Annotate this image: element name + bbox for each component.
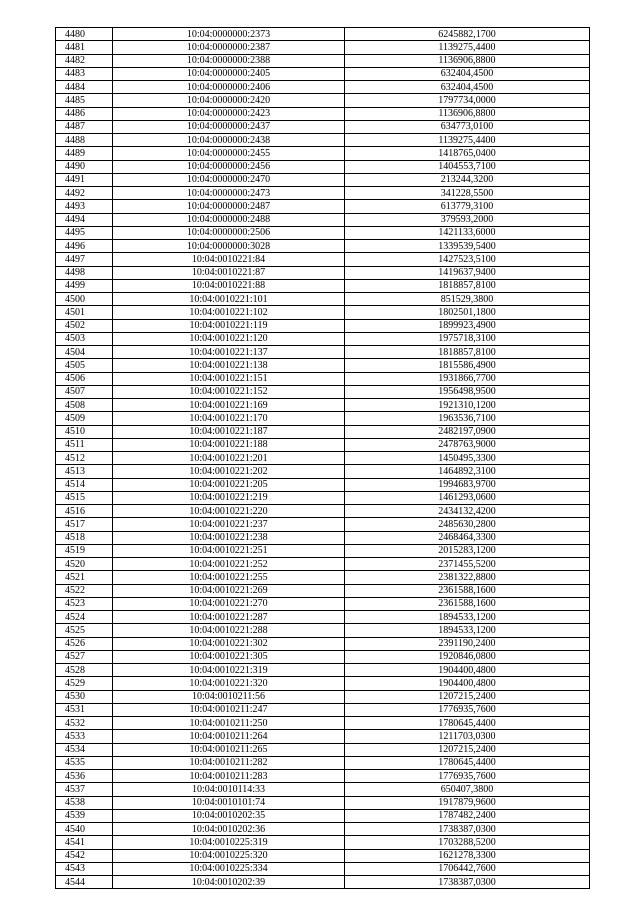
table-row [56,240,590,253]
table-row [56,67,590,80]
table-row [56,703,590,716]
value-cell: 2434132,4200 [345,505,590,518]
value-cell: 1738387,0300 [345,876,590,889]
table-row [56,478,590,491]
table-row [56,650,590,663]
value-cell: 1917879,9600 [345,796,590,809]
cadastral-number-cell: 10:04:0010114:33 [113,783,345,796]
row-number-cell: 4490 [56,160,113,173]
row-number-cell: 4518 [56,531,113,544]
row-number-cell: 4537 [56,783,113,796]
value-cell: 1894533,1200 [345,624,590,637]
table-row [56,452,590,465]
value-cell: 1904400,4800 [345,664,590,677]
cadastral-number-cell: 10:04:0000000:2437 [113,120,345,133]
cadastral-number-cell: 10:04:0010221:302 [113,637,345,650]
table-row [56,531,590,544]
cadastral-number-cell: 10:04:0000000:2373 [113,28,345,41]
row-number-cell: 4491 [56,173,113,186]
value-cell: 1419637,9400 [345,266,590,279]
row-number-cell: 4526 [56,637,113,650]
table-row [56,465,590,478]
cadastral-number-cell: 10:04:0010221:319 [113,664,345,677]
cadastral-number-cell: 10:04:0000000:2488 [113,213,345,226]
cadastral-number-cell: 10:04:0000000:2405 [113,67,345,80]
row-number-cell: 4496 [56,240,113,253]
table-row [56,611,590,624]
cadastral-number-cell: 10:04:0000000:2423 [113,107,345,120]
value-cell: 1920846,0800 [345,650,590,663]
row-number-cell: 4500 [56,293,113,306]
table-row [56,173,590,186]
cadastral-number-cell: 10:04:0010221:238 [113,531,345,544]
cadastral-number-cell: 10:04:0010101:74 [113,796,345,809]
value-cell: 2361588,1600 [345,597,590,610]
cadastral-number-cell: 10:04:0010221:305 [113,650,345,663]
row-number-cell: 4539 [56,809,113,822]
cadastral-number-cell: 10:04:0010221:120 [113,332,345,345]
cadastral-number-cell: 10:04:0010221:102 [113,306,345,319]
value-cell: 1975718,3100 [345,332,590,345]
row-number-cell: 4501 [56,306,113,319]
value-cell: 634773,0100 [345,120,590,133]
table-row [56,81,590,94]
row-number-cell: 4524 [56,611,113,624]
table-row [56,624,590,637]
table-row [56,730,590,743]
table-row [56,120,590,133]
cadastral-number-cell: 10:04:0010221:138 [113,359,345,372]
cadastral-number-cell: 10:04:0010221:219 [113,491,345,504]
row-number-cell: 4480 [56,28,113,41]
value-cell: 632404,4500 [345,67,590,80]
table-row [56,518,590,531]
cadastral-number-cell: 10:04:0010221:202 [113,465,345,478]
value-cell: 613779,3100 [345,200,590,213]
row-number-cell: 4532 [56,717,113,730]
row-number-cell: 4493 [56,200,113,213]
cadastral-number-cell: 10:04:0010221:170 [113,412,345,425]
table-row [56,438,590,451]
table-row [56,505,590,518]
row-number-cell: 4486 [56,107,113,120]
value-cell: 1139275,4400 [345,134,590,147]
value-cell: 2391190,2400 [345,637,590,650]
value-cell: 1797734,0000 [345,94,590,107]
cadastral-number-cell: 10:04:0010221:87 [113,266,345,279]
row-number-cell: 4504 [56,346,113,359]
cadastral-number-cell: 10:04:0010221:270 [113,597,345,610]
row-number-cell: 4516 [56,505,113,518]
row-number-cell: 4512 [56,452,113,465]
row-number-cell: 4513 [56,465,113,478]
cadastral-number-cell: 10:04:0010221:320 [113,677,345,690]
value-cell: 6245882,1700 [345,28,590,41]
value-cell: 341228,5500 [345,187,590,200]
row-number-cell: 4519 [56,544,113,557]
table-row [56,717,590,730]
cadastral-number-cell: 10:04:0010221:237 [113,518,345,531]
table-row [56,54,590,67]
table-row [56,359,590,372]
value-cell: 1921310,1200 [345,399,590,412]
table-row [56,836,590,849]
row-number-cell: 4514 [56,478,113,491]
row-number-cell: 4492 [56,187,113,200]
cadastral-number-cell: 10:04:0010211:56 [113,690,345,703]
table-row [56,783,590,796]
value-cell: 1139275,4400 [345,41,590,54]
value-cell: 1776935,7600 [345,703,590,716]
cadastral-number-cell: 10:04:0010211:250 [113,717,345,730]
value-cell: 1780645,4400 [345,717,590,730]
row-number-cell: 4543 [56,862,113,875]
row-number-cell: 4495 [56,226,113,239]
row-number-cell: 4544 [56,876,113,889]
value-cell: 1207215,2400 [345,743,590,756]
table-row [56,306,590,319]
row-number-cell: 4503 [56,332,113,345]
cadastral-number-cell: 10:04:0010202:35 [113,809,345,822]
row-number-cell: 4484 [56,81,113,94]
value-cell: 1421133,6000 [345,226,590,239]
table-row [56,809,590,822]
row-number-cell: 4517 [56,518,113,531]
cadastral-number-cell: 10:04:0000000:2487 [113,200,345,213]
row-number-cell: 4481 [56,41,113,54]
value-cell: 2482197,0900 [345,425,590,438]
value-cell: 1450495,3300 [345,452,590,465]
value-cell: 1339539,5400 [345,240,590,253]
table-row [56,597,590,610]
row-number-cell: 4515 [56,491,113,504]
value-cell: 213244,3200 [345,173,590,186]
cadastral-number-cell: 10:04:0010221:287 [113,611,345,624]
row-number-cell: 4489 [56,147,113,160]
value-cell: 2381322,8800 [345,571,590,584]
table-row [56,412,590,425]
table-row [56,544,590,557]
value-cell: 1207215,2400 [345,690,590,703]
table-row [56,319,590,332]
cadastral-number-cell: 10:04:0000000:2420 [113,94,345,107]
value-cell: 1899923,4900 [345,319,590,332]
row-number-cell: 4531 [56,703,113,716]
table-row [56,796,590,809]
value-cell: 1780645,4400 [345,756,590,769]
row-number-cell: 4529 [56,677,113,690]
cadastral-number-cell: 10:04:0010221:188 [113,438,345,451]
row-number-cell: 4505 [56,359,113,372]
table-row [56,213,590,226]
cadastral-number-cell: 10:04:0010221:201 [113,452,345,465]
value-cell: 1464892,3100 [345,465,590,478]
value-cell: 2468464,3300 [345,531,590,544]
cadastral-number-cell: 10:04:0010221:288 [113,624,345,637]
cadastral-number-cell: 10:04:0000000:2506 [113,226,345,239]
value-cell: 1621278,3300 [345,849,590,862]
value-cell: 1418765,0400 [345,147,590,160]
cadastral-number-cell: 10:04:0010221:220 [113,505,345,518]
cadastral-number-cell: 10:04:0010225:320 [113,849,345,862]
cadastral-number-cell: 10:04:0010221:101 [113,293,345,306]
value-cell: 1706442,7600 [345,862,590,875]
value-cell: 1963536,7100 [345,412,590,425]
row-number-cell: 4536 [56,770,113,783]
value-cell: 1461293,0600 [345,491,590,504]
cadastral-number-cell: 10:04:0010221:252 [113,558,345,571]
table-row [56,41,590,54]
table-row [56,849,590,862]
table-row [56,134,590,147]
table-row [56,160,590,173]
cadastral-number-cell: 10:04:0010221:169 [113,399,345,412]
cadastral-number-cell: 10:04:0010202:39 [113,876,345,889]
table-row [56,558,590,571]
row-number-cell: 4521 [56,571,113,584]
cadastral-number-cell: 10:04:0010221:255 [113,571,345,584]
cadastral-number-cell: 10:04:0010221:137 [113,346,345,359]
cadastral-number-cell: 10:04:0010221:151 [113,372,345,385]
table-row [56,664,590,677]
table-row [56,571,590,584]
cadastral-number-cell: 10:04:0000000:2473 [113,187,345,200]
table-row [56,346,590,359]
row-number-cell: 4527 [56,650,113,663]
value-cell: 1894533,1200 [345,611,590,624]
cadastral-number-cell: 10:04:0010225:334 [113,862,345,875]
table-row [56,28,590,41]
table-row [56,147,590,160]
cadastral-number-cell: 10:04:0010225:319 [113,836,345,849]
table-row [56,637,590,650]
table-row [56,756,590,769]
cadastral-number-cell: 10:04:0010211:264 [113,730,345,743]
table-row [56,107,590,120]
table-row [56,293,590,306]
cadastral-number-cell: 10:04:0000000:2470 [113,173,345,186]
cadastral-number-cell: 10:04:0000000:3028 [113,240,345,253]
cadastral-number-cell: 10:04:0000000:2387 [113,41,345,54]
table-row [56,743,590,756]
value-cell: 1815586,4900 [345,359,590,372]
row-number-cell: 4506 [56,372,113,385]
cadastral-number-cell: 10:04:0010221:187 [113,425,345,438]
row-number-cell: 4528 [56,664,113,677]
cadastral-number-cell: 10:04:0000000:2455 [113,147,345,160]
cadastral-number-cell: 10:04:0010202:36 [113,823,345,836]
table-row [56,266,590,279]
table-row [56,187,590,200]
row-number-cell: 4499 [56,279,113,292]
value-cell: 1738387,0300 [345,823,590,836]
cadastral-number-cell: 10:04:0010221:84 [113,253,345,266]
row-number-cell: 4485 [56,94,113,107]
table-row [56,399,590,412]
row-number-cell: 4538 [56,796,113,809]
cadastral-number-cell: 10:04:0010221:251 [113,544,345,557]
value-cell: 2485630,2800 [345,518,590,531]
cadastral-number-cell: 10:04:0010221:119 [113,319,345,332]
table-row [56,200,590,213]
value-cell: 650407,3800 [345,783,590,796]
value-cell: 1136906,8800 [345,54,590,67]
cadastral-number-cell: 10:04:0010221:269 [113,584,345,597]
row-number-cell: 4508 [56,399,113,412]
row-number-cell: 4488 [56,134,113,147]
cadastral-number-cell: 10:04:0010221:88 [113,279,345,292]
cadastral-number-cell: 10:04:0010221:205 [113,478,345,491]
row-number-cell: 4498 [56,266,113,279]
value-cell: 2361588,1600 [345,584,590,597]
table-row [56,332,590,345]
table-row [56,385,590,398]
value-cell: 2478763,9000 [345,438,590,451]
row-number-cell: 4525 [56,624,113,637]
row-number-cell: 4509 [56,412,113,425]
row-number-cell: 4520 [56,558,113,571]
table-row [56,770,590,783]
table-row [56,823,590,836]
cadastral-number-cell: 10:04:0010211:283 [113,770,345,783]
value-cell: 1818857,8100 [345,346,590,359]
value-cell: 632404,4500 [345,81,590,94]
table-row [56,372,590,385]
row-number-cell: 4541 [56,836,113,849]
cadastral-number-cell: 10:04:0000000:2456 [113,160,345,173]
row-number-cell: 4494 [56,213,113,226]
value-cell: 1776935,7600 [345,770,590,783]
table-row [56,253,590,266]
table-row [56,226,590,239]
table-row [56,876,590,889]
table-row [56,491,590,504]
value-cell: 1427523,5100 [345,253,590,266]
row-number-cell: 4542 [56,849,113,862]
table-row [56,690,590,703]
value-cell: 2371455,5200 [345,558,590,571]
table-row [56,584,590,597]
row-number-cell: 4530 [56,690,113,703]
value-cell: 1211703,0300 [345,730,590,743]
cadastral-number-cell: 10:04:0010211:247 [113,703,345,716]
cadastral-number-cell: 10:04:0010221:152 [113,385,345,398]
row-number-cell: 4497 [56,253,113,266]
row-number-cell: 4483 [56,67,113,80]
cadastral-number-cell: 10:04:0000000:2438 [113,134,345,147]
row-number-cell: 4540 [56,823,113,836]
table-body [56,28,590,889]
value-cell: 1404553,7100 [345,160,590,173]
cadastral-number-cell: 10:04:0000000:2406 [113,81,345,94]
row-number-cell: 4535 [56,756,113,769]
value-cell: 1802501,1800 [345,306,590,319]
row-number-cell: 4507 [56,385,113,398]
value-cell: 1931866,7700 [345,372,590,385]
cadastral-number-cell: 10:04:0000000:2388 [113,54,345,67]
row-number-cell: 4510 [56,425,113,438]
table-row [56,862,590,875]
value-cell: 1136906,8800 [345,107,590,120]
table-row [56,677,590,690]
row-number-cell: 4534 [56,743,113,756]
row-number-cell: 4523 [56,597,113,610]
value-cell: 1956498,9500 [345,385,590,398]
row-number-cell: 4533 [56,730,113,743]
row-number-cell: 4502 [56,319,113,332]
cadastral-number-cell: 10:04:0010211:265 [113,743,345,756]
table-row [56,425,590,438]
value-cell: 1994683,9700 [345,478,590,491]
value-cell: 1818857,8100 [345,279,590,292]
cadastral-number-cell: 10:04:0010211:282 [113,756,345,769]
row-number-cell: 4511 [56,438,113,451]
value-cell: 1904400,4800 [345,677,590,690]
row-number-cell: 4522 [56,584,113,597]
value-cell: 1703288,5200 [345,836,590,849]
value-cell: 851529,3800 [345,293,590,306]
row-number-cell: 4482 [56,54,113,67]
value-cell: 2015283,1200 [345,544,590,557]
row-number-cell: 4487 [56,120,113,133]
table-row [56,279,590,292]
value-cell: 379593,2000 [345,213,590,226]
value-cell: 1787482,2400 [345,809,590,822]
data-table [55,27,590,889]
table-row [56,94,590,107]
